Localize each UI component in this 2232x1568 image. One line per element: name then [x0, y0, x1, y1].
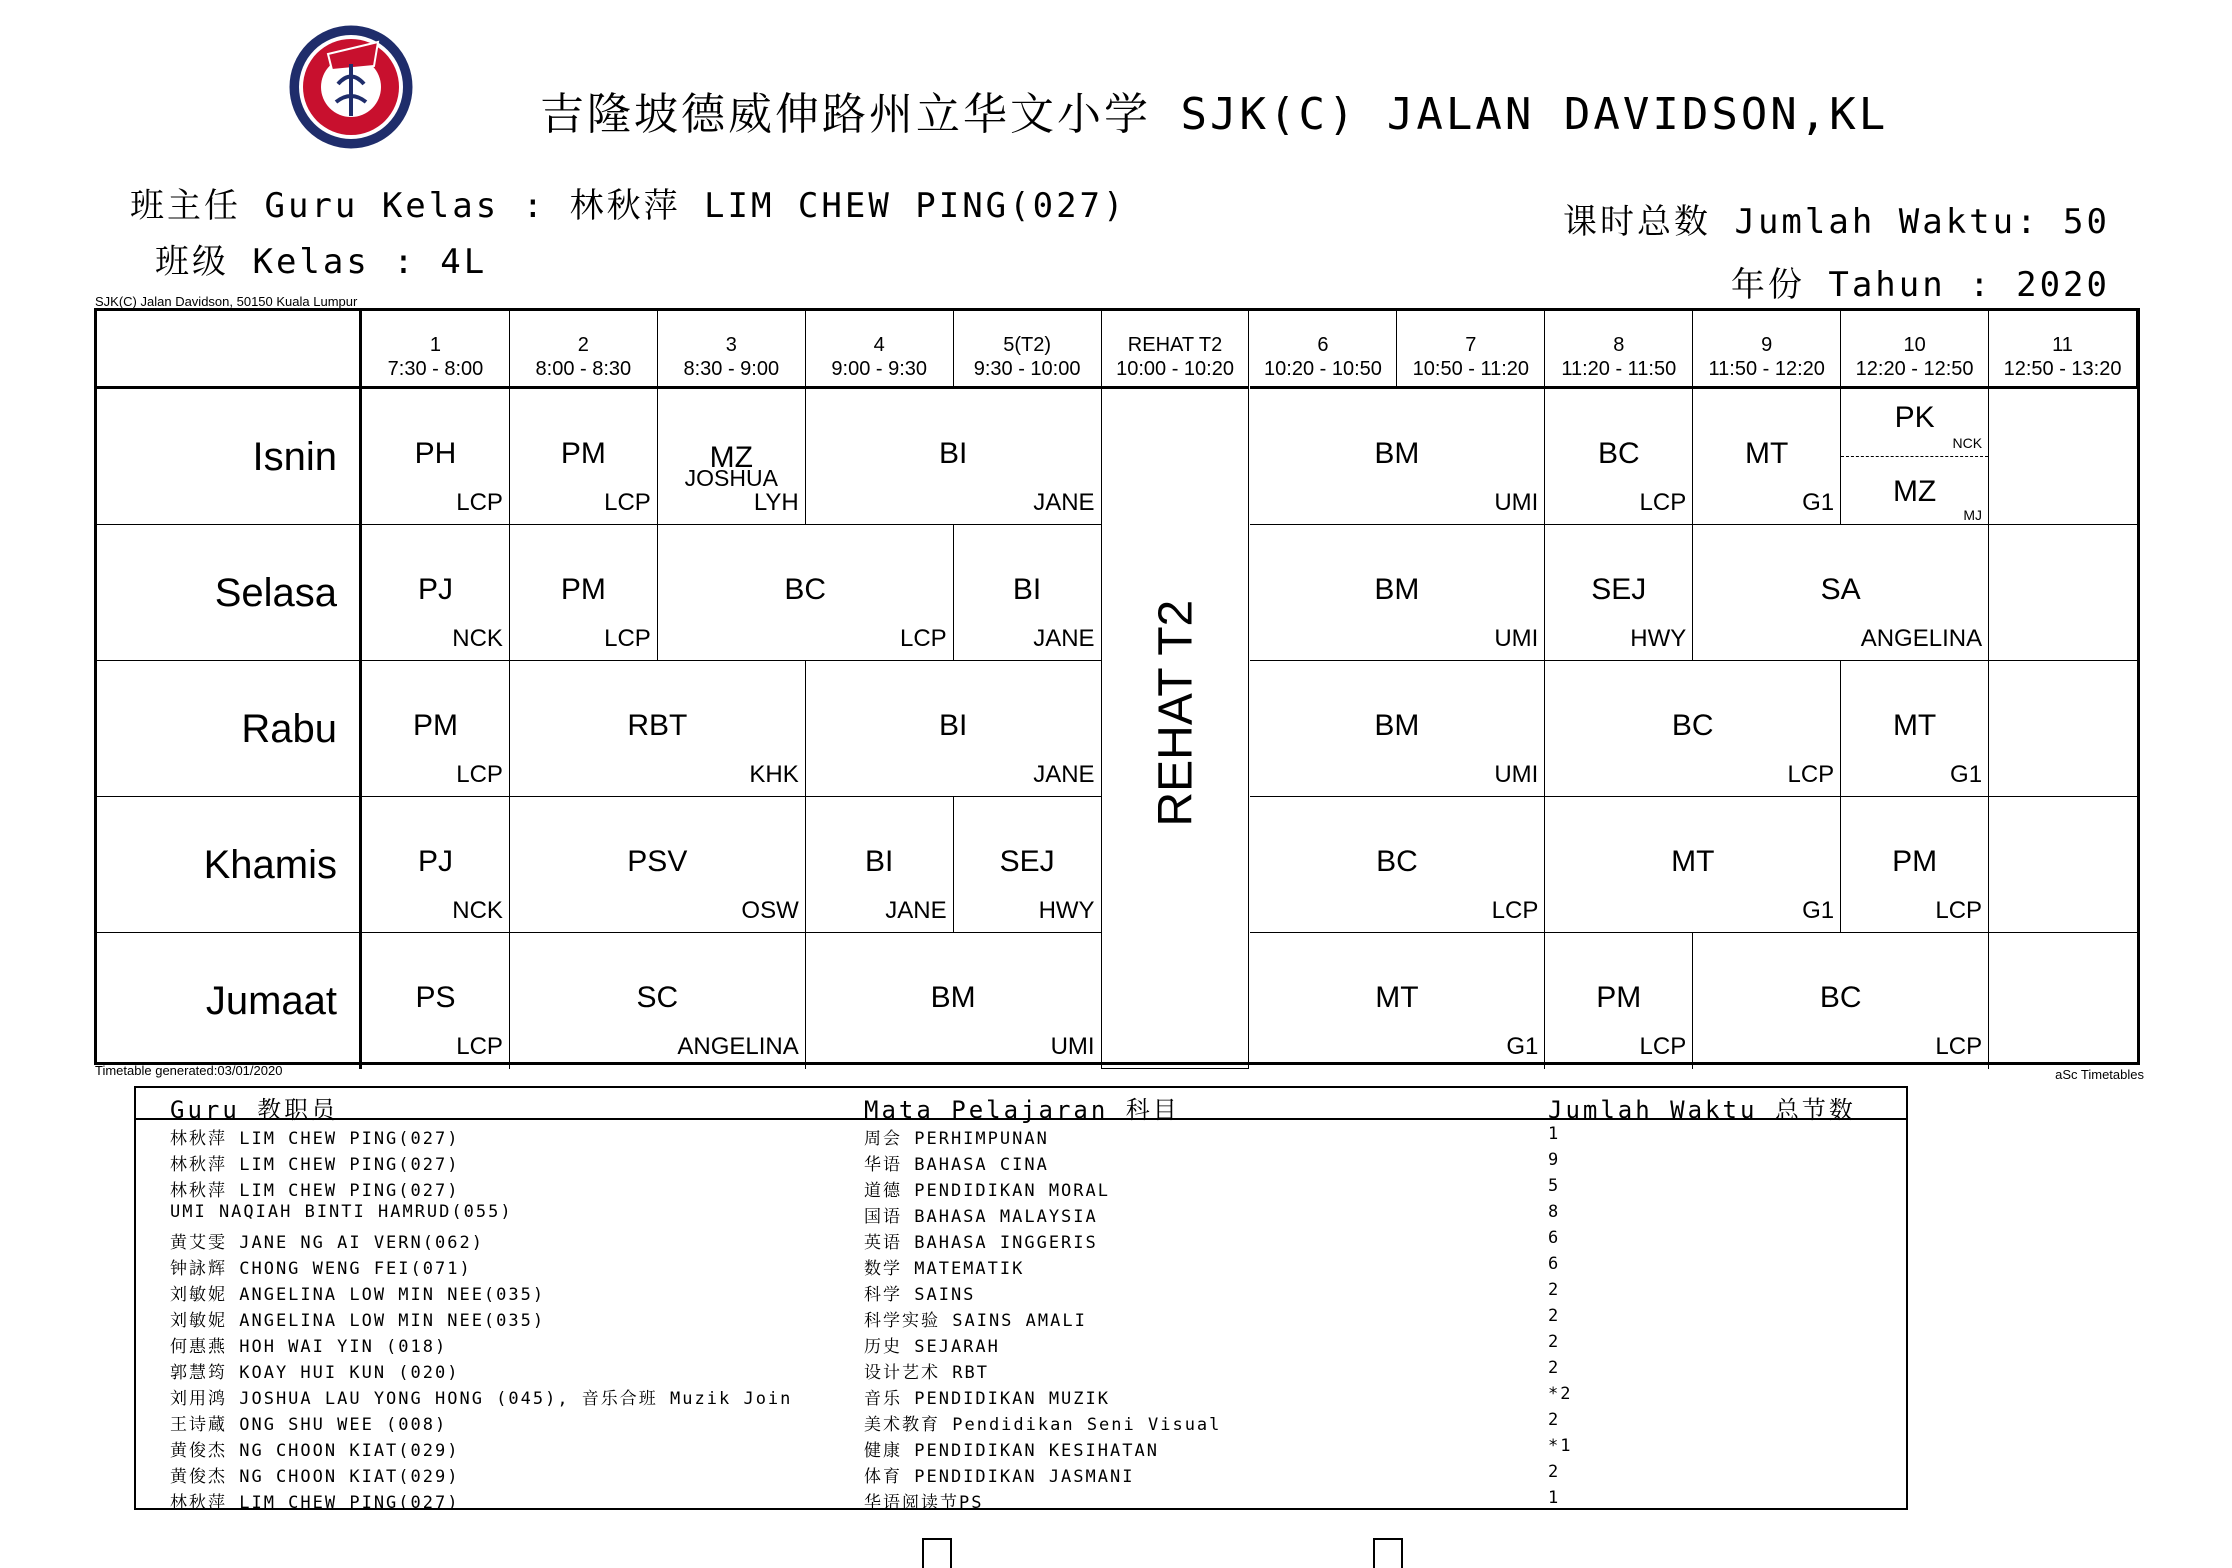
- lesson-teacher: LCP: [456, 489, 503, 516]
- lesson-teacher: ANGELINA: [677, 1033, 799, 1060]
- period-time: 12:20 - 12:50: [1855, 358, 1974, 380]
- generated-date: Timetable generated:03/01/2020: [95, 1063, 283, 1078]
- school-address: SJK(C) Jalan Davidson, 50150 Kuala Lumpur: [95, 294, 358, 309]
- lesson-subject: BC: [1376, 845, 1418, 878]
- period-time: 8:00 - 8:30: [535, 358, 632, 380]
- lesson-teacher: JANE: [1033, 625, 1095, 652]
- staff-row: [136, 1254, 1906, 1280]
- staff-teacher: 林秋萍 LIM CHEW PING(027): [170, 1129, 460, 1149]
- lesson-subject: PH: [414, 437, 457, 470]
- staff-teacher: 王诗蔵 ONG SHU WEE (008): [170, 1415, 448, 1435]
- lesson-teacher: LCP: [899, 625, 947, 652]
- lesson-teacher: KHK: [749, 761, 799, 788]
- lesson-cell: [1841, 661, 1989, 797]
- empty-slot: [1989, 389, 2137, 525]
- staff-total: 2: [1548, 1462, 1561, 1482]
- staff-row: [136, 1176, 1906, 1202]
- staff-subject: 科学实验 SAINS AMALI: [864, 1311, 1087, 1331]
- period-number: 5(T2): [1003, 334, 1051, 356]
- staff-teacher: 林秋萍 LIM CHEW PING(027): [170, 1181, 460, 1201]
- period-header-11: [1841, 311, 1989, 389]
- staff-teacher: 林秋萍 LIM CHEW PING(027): [170, 1493, 460, 1513]
- lesson-cell: [1545, 525, 1693, 661]
- period-number: 1: [429, 334, 442, 356]
- period-number: 6: [1317, 334, 1329, 356]
- staff-teacher: 钟詠辉 CHONG WENG FEI(071): [170, 1259, 472, 1279]
- staff-subject: 健康 PENDIDIKAN KESIHATAN: [864, 1441, 1159, 1461]
- staff-teacher: 黄艾雯 JANE NG AI VERN(062): [170, 1233, 484, 1253]
- lesson-subject: PS: [415, 981, 456, 1014]
- col-header-subject: Mata Pelajaran 科目: [864, 1096, 1180, 1124]
- day-label-rabu: Rabu: [97, 661, 362, 797]
- period-header-12: [1989, 311, 2137, 389]
- period-number: 3: [725, 334, 737, 356]
- lesson-subject: SC: [636, 981, 679, 1014]
- lesson-teacher: LCP: [604, 489, 651, 516]
- staff-subject: 周会 PERHIMPUNAN: [864, 1129, 1049, 1149]
- lesson-cell: [1693, 389, 1841, 525]
- col-header-teacher: Guru 教职员: [170, 1096, 339, 1124]
- period-time: 11:20 - 11:50: [1561, 358, 1677, 380]
- staff-teacher: 林秋萍 LIM CHEW PING(027): [170, 1155, 460, 1175]
- period-number: 2: [577, 334, 589, 356]
- school-title: 吉隆坡德威伸路州立华文小学 SJK(C) JALAN DAVIDSON,KL: [540, 89, 1889, 140]
- staff-teacher: 刘用鸿 JOSHUA LAU YONG HONG (045), 音乐合班 Muzik Join: [170, 1389, 793, 1409]
- lesson-cell: [362, 525, 510, 661]
- lesson-cell: [954, 525, 1102, 661]
- staff-subject: 设计艺术 RBT: [864, 1363, 989, 1383]
- staff-subject: 国语 BAHASA MALAYSIA: [864, 1207, 1098, 1227]
- staff-total: 9: [1548, 1150, 1561, 1170]
- lesson-cell: [362, 389, 510, 525]
- lesson-teacher: JANE: [1033, 761, 1095, 788]
- period-time: 8:30 - 9:00: [683, 358, 780, 380]
- period-number: 11: [2052, 334, 2073, 356]
- staff-teacher: 刘敏妮 ANGELINA LOW MIN NEE(035): [170, 1285, 546, 1305]
- period-time: 9:00 - 9:30: [831, 358, 928, 380]
- staff-total: 6: [1548, 1254, 1561, 1274]
- period-header-2: [510, 311, 658, 389]
- lesson-teacher: G1: [1802, 489, 1835, 516]
- staff-teacher: 黄俊杰 NG CHOON KIAT(029): [170, 1467, 460, 1487]
- period-header-3: [658, 311, 806, 389]
- period-time: 7:30 - 8:00: [387, 358, 484, 380]
- lesson-teacher: LCP: [1639, 1033, 1687, 1060]
- lesson-teacher: LCP: [604, 625, 651, 652]
- staff-row: [136, 1228, 1906, 1254]
- lesson-teacher: G1: [1506, 1033, 1539, 1060]
- lesson-cell: [806, 661, 1102, 797]
- empty-slot: [1989, 797, 2137, 933]
- period-number: 10: [1903, 334, 1926, 356]
- day-label-khamis: Khamis: [97, 797, 362, 933]
- lesson-teacher: LCP: [1935, 897, 1983, 924]
- staff-subject: 美术教育 Pendidikan Seni Visual: [864, 1415, 1222, 1435]
- staff-row: [136, 1410, 1906, 1436]
- lesson-subject: PM: [1892, 845, 1938, 878]
- period-number: 4: [873, 334, 885, 356]
- period-time: 10:20 - 10:50: [1264, 358, 1382, 380]
- staff-row: [136, 1124, 1906, 1150]
- period-header-9: [1545, 311, 1693, 389]
- lesson-cell: [510, 661, 806, 797]
- lesson-teacher: JANE: [1033, 489, 1095, 516]
- period-time: 10:50 - 11:20: [1412, 358, 1530, 380]
- staff-teacher: 何惠燕 HOH WAI YIN (018): [170, 1337, 448, 1357]
- period-number: 9: [1761, 334, 1773, 356]
- staff-row: [136, 1462, 1906, 1488]
- lesson-cell: [1545, 661, 1841, 797]
- staff-rows: [136, 1124, 1906, 1514]
- timetable-grid: [94, 308, 2140, 1065]
- staff-total: 1: [1548, 1488, 1561, 1508]
- period-header-6: [1102, 311, 1250, 389]
- lesson-subject: BC: [1671, 709, 1714, 742]
- lesson-teacher: LYH: [753, 489, 799, 516]
- rehat-column: [1102, 389, 1250, 1069]
- period-time: 12:50 - 13:20: [2003, 358, 2122, 380]
- lesson-teacher: UMI: [1494, 625, 1539, 652]
- lesson-subject: PM: [560, 573, 606, 606]
- staff-subject: 道德 PENDIDIKAN MORAL: [864, 1181, 1110, 1201]
- staff-row: [136, 1202, 1906, 1228]
- staff-subject: 体育 PENDIDIKAN JASMANI: [864, 1467, 1135, 1487]
- staff-total: *1: [1548, 1436, 1573, 1456]
- lesson-subject: BC: [1819, 981, 1862, 1014]
- staff-subject: 英语 BAHASA INGGERIS: [864, 1233, 1098, 1253]
- lesson-cell: [954, 797, 1102, 933]
- lesson-cell: [1250, 389, 1546, 525]
- lesson-cell: [1841, 389, 1989, 525]
- lesson-teacher: OSW: [741, 897, 799, 924]
- period-number: 8: [1613, 334, 1625, 356]
- lesson-teacher: LCP: [456, 1033, 503, 1060]
- staff-subject-table: [134, 1086, 1908, 1513]
- staff-row: [136, 1488, 1906, 1514]
- lesson-teacher: LCP: [1639, 489, 1687, 516]
- lesson-teacher: ANGELINA: [1860, 625, 1983, 652]
- lesson-subject: BM: [1374, 437, 1420, 470]
- lesson-subject: PSV: [627, 845, 688, 878]
- lesson-subject: BI: [938, 437, 968, 470]
- lesson-cell: [658, 389, 806, 525]
- lesson-cell: [806, 797, 954, 933]
- staff-subject: 华语 BAHASA CINA: [864, 1155, 1049, 1175]
- staff-total: 6: [1548, 1228, 1561, 1248]
- lesson-subject: BI: [1012, 573, 1042, 606]
- lesson-subject: MT: [1671, 845, 1715, 878]
- staff-total: 8: [1548, 1202, 1561, 1222]
- lesson-subject: PM: [1596, 981, 1642, 1014]
- staff-total: 2: [1548, 1358, 1561, 1378]
- period-time: 11:50 - 12:20: [1708, 358, 1825, 380]
- lesson-cell: [1693, 525, 1989, 661]
- lesson-teacher: HWY: [1630, 625, 1687, 652]
- lesson-cell: [510, 389, 658, 525]
- lesson-teacher: JANE: [885, 897, 947, 924]
- staff-total: 2: [1548, 1410, 1561, 1430]
- empty-slot: [1989, 661, 2137, 797]
- lesson-subject: PK: [1894, 401, 1935, 434]
- lesson-cell: [510, 525, 658, 661]
- lesson-teacher: HWY: [1038, 897, 1095, 924]
- day-label-selasa: Selasa: [97, 525, 362, 661]
- period-time: 9:30 - 10:00: [973, 358, 1081, 380]
- lesson-cell: [510, 933, 806, 1069]
- lesson-cell: [806, 389, 1102, 525]
- staff-teacher: 刘敏妮 ANGELINA LOW MIN NEE(035): [170, 1311, 546, 1331]
- staff-teacher: 黄俊杰 NG CHOON KIAT(029): [170, 1441, 460, 1461]
- lesson-subject: BC: [784, 573, 827, 606]
- staff-subject: 音乐 PENDIDIKAN MUZIK: [864, 1389, 1110, 1409]
- lesson-subject: BI: [938, 709, 968, 742]
- lesson-subject: PJ: [417, 573, 453, 606]
- lesson-teacher: LCP: [456, 761, 503, 788]
- day-label-isnin: Isnin: [97, 389, 362, 525]
- lesson-subject: MT: [1745, 437, 1789, 470]
- lesson-subject: BM: [1374, 709, 1420, 742]
- period-header-7: [1250, 311, 1398, 389]
- total-periods: 课时总数 Jumlah Waktu: 50: [1563, 202, 2110, 242]
- period-header-10: [1693, 311, 1841, 389]
- staff-row: [136, 1280, 1906, 1306]
- staff-row: [136, 1384, 1906, 1410]
- class-teacher: 班主任 Guru Kelas : 林秋萍 LIM CHEW PING(027): [130, 186, 1127, 226]
- day-label-jumaat: Jumaat: [97, 933, 362, 1069]
- lesson-teacher: G1: [1950, 761, 1983, 788]
- period-number: 7: [1465, 334, 1477, 356]
- staff-total: 2: [1548, 1280, 1561, 1300]
- staff-row: [136, 1150, 1906, 1176]
- generator-credit: aSc Timetables: [2055, 1067, 2144, 1082]
- staff-subject: 数学 MATEMATIK: [864, 1259, 1025, 1279]
- period-header-1: [362, 311, 510, 389]
- lesson-subject: PM: [412, 709, 458, 742]
- staff-subject: 历史 SEJARAH: [864, 1337, 1000, 1357]
- lesson-cell: [658, 525, 954, 661]
- staff-total: 2: [1548, 1332, 1561, 1352]
- lesson-subject: MZ: [709, 441, 753, 474]
- lesson-teacher: MJ: [1963, 507, 1983, 523]
- period-number: REHAT T2: [1127, 334, 1223, 356]
- lesson-cell: [1250, 933, 1546, 1069]
- staff-total: 5: [1548, 1176, 1561, 1196]
- staff-subject: 华语阅读节PS: [864, 1493, 984, 1513]
- lesson-subject: PJ: [417, 845, 453, 878]
- lesson-cell: [1250, 661, 1546, 797]
- lesson-subject: BM: [1374, 573, 1420, 606]
- lesson-subject: MT: [1892, 709, 1937, 742]
- lesson-cell: [1545, 389, 1693, 525]
- lesson-teacher: NCK: [452, 897, 503, 924]
- staff-subject: 科学 SAINS: [864, 1285, 976, 1305]
- lesson-cell: [362, 661, 510, 797]
- staff-teacher: UMI NAQIAH BINTI HAMRUD(055): [170, 1202, 513, 1222]
- lesson-cell: [1545, 797, 1841, 933]
- period-header-4: [806, 311, 954, 389]
- lesson-teacher: NCK: [452, 625, 503, 652]
- staff-row: [136, 1332, 1906, 1358]
- staff-row: [136, 1306, 1906, 1332]
- empty-slot: [1989, 933, 2137, 1069]
- period-header-5: [954, 311, 1102, 389]
- lesson-cell: [806, 933, 1102, 1069]
- staff-total: 1: [1548, 1124, 1561, 1144]
- lesson-cell: [362, 933, 510, 1069]
- lesson-subject: SEJ: [1591, 573, 1647, 606]
- lesson-subject: BI: [865, 845, 894, 878]
- staff-row: [136, 1358, 1906, 1384]
- lesson-cell: [362, 797, 510, 933]
- rehat-label: REHAT T2: [1149, 599, 1203, 827]
- lesson-teacher: LCP: [1935, 1033, 1983, 1060]
- staff-row: [136, 1436, 1906, 1462]
- lesson-subject: SEJ: [999, 845, 1055, 878]
- lesson-cell: [1841, 797, 1989, 933]
- staff-total: *2: [1548, 1384, 1573, 1404]
- lesson-cell: [1250, 525, 1546, 661]
- lesson-subject: MT: [1375, 981, 1419, 1014]
- lesson-subject: BC: [1597, 437, 1640, 470]
- checkbox-2[interactable]: [1373, 1538, 1403, 1568]
- lesson-cell: [510, 797, 806, 933]
- lesson-subject: SA: [1820, 573, 1861, 606]
- col-header-total: Jumlah Waktu 总节数: [1548, 1096, 1856, 1124]
- school-logo: [288, 24, 414, 150]
- corner-cell: [97, 311, 362, 389]
- lesson-subject: RBT: [627, 709, 688, 742]
- lesson-teacher: UMI: [1494, 761, 1539, 788]
- lesson-teacher: LCP: [1491, 897, 1539, 924]
- lesson-subject: MZ: [1892, 475, 1937, 508]
- lesson-cell: [1693, 933, 1989, 1069]
- lesson-cell: [1250, 797, 1546, 933]
- lesson-teacher: LCP: [1787, 761, 1835, 788]
- empty-slot: [1989, 525, 2137, 661]
- lesson-cell: [1545, 933, 1693, 1069]
- year: 年份 Tahun : 2020: [1730, 265, 2110, 305]
- period-header-8: [1397, 311, 1545, 389]
- lesson-note: JOSHUA: [684, 465, 778, 491]
- class-name: 班级 Kelas : 4L: [155, 242, 488, 282]
- lesson-subject: PM: [560, 437, 606, 470]
- lesson-teacher: UMI: [1494, 489, 1539, 516]
- staff-total: 2: [1548, 1306, 1561, 1326]
- period-time: 10:00 - 10:20: [1116, 358, 1234, 380]
- lesson-teacher: G1: [1802, 897, 1835, 924]
- lesson-teacher: NCK: [1952, 435, 1983, 451]
- split-divider: [1841, 456, 1988, 457]
- staff-teacher: 郭慧筠 KOAY HUI KUN (020): [170, 1363, 460, 1383]
- checkbox-1[interactable]: [922, 1538, 952, 1568]
- lesson-teacher: UMI: [1050, 1033, 1095, 1060]
- lesson-subject: BM: [930, 981, 976, 1014]
